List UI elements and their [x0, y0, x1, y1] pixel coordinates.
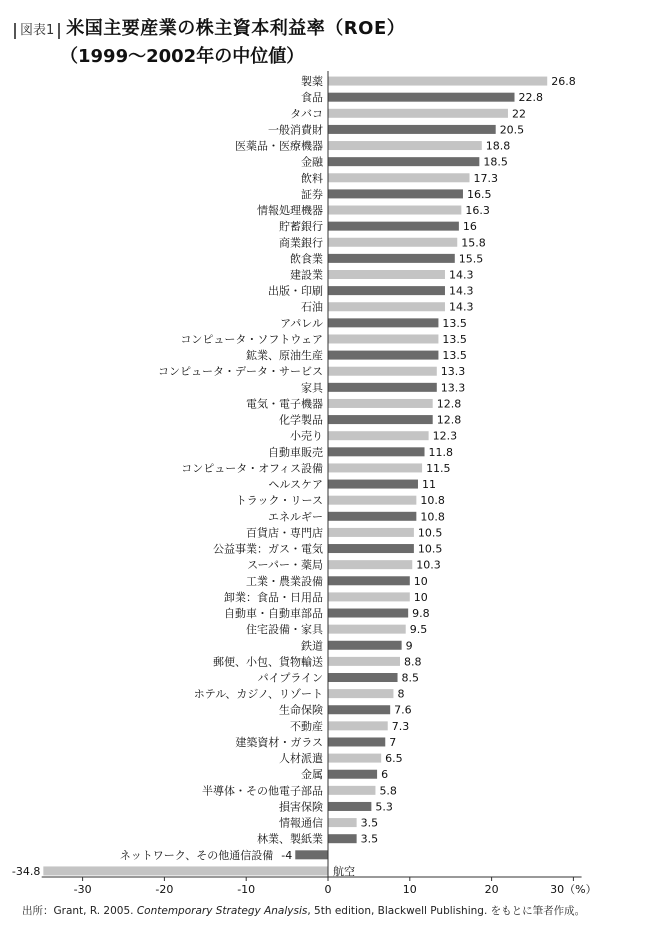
- bar-43: [328, 770, 377, 779]
- x-tick-label-6: 30（%）: [550, 883, 597, 896]
- value-label-27: 10.8: [420, 510, 445, 524]
- category-label-12: 建設業: [290, 268, 323, 282]
- bar-15: [328, 318, 438, 327]
- category-label-44: 半導体・その他電子部品: [202, 784, 323, 798]
- value-label-18: 13.3: [440, 365, 466, 379]
- value-label-19: 13.3: [440, 381, 466, 395]
- source-note: [22, 903, 585, 918]
- value-label-48: -4: [281, 848, 293, 862]
- value-label-38: 8: [397, 687, 405, 701]
- bar-23: [328, 447, 425, 456]
- value-label-4: 18.8: [485, 139, 511, 153]
- bar-10: [328, 238, 457, 247]
- value-label-31: 10: [413, 574, 428, 588]
- value-label-1: 22.8: [518, 91, 544, 105]
- category-label-26: トラック・リース: [235, 494, 323, 508]
- value-label-12: 14.3: [448, 268, 474, 282]
- value-label-24: 11.5: [426, 461, 451, 475]
- category-label-2: タバコ: [290, 107, 323, 121]
- x-tick-label-5: 20: [484, 883, 499, 896]
- value-label-20: 12.8: [436, 397, 462, 411]
- category-label-40: 不動産: [290, 719, 323, 733]
- bar-14: [328, 302, 445, 311]
- bar-29: [328, 544, 414, 553]
- value-label-8: 16.3: [465, 204, 490, 218]
- bar-37: [328, 673, 398, 682]
- value-label-7: 16.5: [466, 187, 492, 201]
- value-label-23: 11.8: [428, 445, 454, 459]
- bar-11: [328, 254, 455, 263]
- bar-18: [328, 367, 437, 376]
- category-label-5: 金融: [301, 155, 323, 169]
- source-book-title: Contemporary Strategy Analysis: [136, 905, 308, 917]
- category-label-10: 商業銀行: [279, 236, 323, 250]
- bar-16: [328, 334, 438, 343]
- value-label-15: 13.5: [442, 316, 467, 330]
- category-label-25: ヘルスケア: [268, 478, 323, 492]
- chart-title-line1: 米国主要産業の株主資本利益率（ROE）: [66, 18, 406, 39]
- bar-35: [328, 641, 402, 650]
- value-label-34: 9.5: [409, 623, 428, 637]
- value-label-43: 6: [381, 768, 389, 782]
- category-label-11: 飲食業: [290, 252, 323, 266]
- category-label-29: 公益事業：ガス・電気: [213, 542, 323, 556]
- value-label-41: 7: [389, 735, 397, 749]
- bar-6: [328, 173, 470, 182]
- value-label-13: 14.3: [448, 284, 474, 298]
- category-label-32: 卸業：食品・日用品: [224, 590, 323, 604]
- value-label-44: 5.8: [379, 784, 397, 798]
- value-label-5: 18.5: [483, 155, 508, 169]
- bar-46: [328, 818, 357, 827]
- category-label-30: スーパー・薬局: [247, 558, 323, 572]
- bar-44: [328, 786, 375, 795]
- value-label-26: 10.8: [420, 494, 445, 508]
- category-label-22: 小売り: [290, 429, 323, 443]
- value-label-47: 3.5: [360, 832, 379, 846]
- bar-22: [328, 431, 429, 440]
- category-label-49: 航空: [333, 864, 355, 878]
- category-label-35: 鉄道: [301, 639, 323, 653]
- value-label-25: 11: [421, 478, 436, 492]
- bar-4: [328, 141, 482, 150]
- value-label-35: 9: [405, 639, 413, 653]
- bar-38: [328, 689, 393, 698]
- category-label-13: 出版・印刷: [268, 284, 323, 298]
- x-tick-label-0: -30: [73, 883, 92, 896]
- category-label-41: 建築資材・ガラス: [235, 735, 323, 749]
- category-label-19: 家具: [301, 381, 323, 395]
- category-label-23: 自動車販売: [268, 445, 323, 459]
- category-label-38: ホテル、カジノ、リゾート: [193, 687, 323, 701]
- value-label-0: 26.8: [551, 75, 576, 89]
- category-label-21: 化学製品: [279, 413, 323, 427]
- value-label-10: 15.8: [461, 236, 486, 250]
- category-label-48: ネットワーク、その他通信設備: [119, 848, 274, 862]
- bar-1: [328, 93, 515, 102]
- x-tick-label-3: 0: [324, 883, 332, 896]
- category-label-8: 情報処理機器: [257, 204, 323, 218]
- bar-20: [328, 399, 433, 408]
- value-label-46: 3.5: [360, 816, 379, 830]
- bar-47: [328, 834, 357, 843]
- category-label-15: アパレル: [280, 316, 323, 330]
- value-label-21: 12.8: [436, 413, 462, 427]
- bar-7: [328, 189, 463, 198]
- category-label-45: 損害保険: [279, 800, 323, 814]
- bar-45: [328, 802, 371, 811]
- bar-13: [328, 286, 445, 295]
- value-label-3: 20.5: [499, 123, 525, 137]
- value-label-14: 14.3: [448, 300, 474, 314]
- figure-label: 図表1: [14, 23, 60, 39]
- category-label-7: 証券: [301, 187, 323, 201]
- bar-28: [328, 528, 414, 537]
- category-label-34: 住宅設備・家具: [246, 623, 323, 637]
- bar-19: [328, 383, 437, 392]
- category-label-47: 林業、製紙業: [257, 832, 323, 846]
- category-label-36: 郵便、小包、貨物輸送: [213, 655, 323, 669]
- value-label-33: 9.8: [412, 607, 430, 621]
- category-label-3: 一般消費財: [268, 123, 323, 137]
- category-label-16: コンピュータ・ソフトウェア: [180, 332, 323, 346]
- value-label-49: -34.8: [11, 864, 41, 878]
- value-label-6: 17.3: [473, 171, 499, 185]
- value-label-16: 13.5: [442, 332, 467, 346]
- bar-39: [328, 705, 390, 714]
- bar-5: [328, 157, 479, 166]
- bar-0: [328, 77, 547, 86]
- category-label-17: 鉱業、原油生産: [246, 349, 323, 363]
- category-label-24: コンピュータ・オフィス設備: [181, 461, 323, 475]
- bar-42: [328, 754, 381, 763]
- category-label-27: エネルギー: [268, 510, 323, 524]
- x-tick-label-2: -10: [237, 883, 256, 896]
- category-label-20: 電気・電子機器: [246, 397, 323, 411]
- category-label-43: 金属: [301, 768, 323, 782]
- value-label-32: 10: [413, 590, 428, 604]
- bar-40: [328, 721, 388, 730]
- value-label-37: 8.5: [401, 671, 420, 685]
- bar-26: [328, 496, 416, 505]
- bar-24: [328, 463, 422, 472]
- bar-49: [43, 866, 328, 875]
- source-suffix: , 5th edition, Blackwell Publishing. をもとに筆者作成。: [307, 905, 586, 917]
- category-label-46: 情報通信: [279, 816, 323, 830]
- category-label-31: 工業・農業設備: [246, 574, 323, 588]
- value-label-36: 8.8: [403, 655, 422, 669]
- value-label-39: 7.6: [394, 703, 412, 717]
- bar-2: [328, 109, 508, 118]
- value-label-22: 12.3: [432, 429, 458, 443]
- value-label-30: 10.3: [416, 558, 441, 572]
- bar-3: [328, 125, 496, 134]
- category-label-37: パイプライン: [257, 671, 323, 685]
- value-label-45: 5.3: [375, 800, 393, 814]
- value-label-40: 7.3: [391, 719, 410, 733]
- bar-21: [328, 415, 433, 424]
- bar-32: [328, 592, 410, 601]
- category-label-9: 貯蓄銀行: [279, 220, 323, 234]
- category-label-6: 飲料: [301, 171, 323, 185]
- category-label-4: 医薬品・医療機器: [235, 139, 323, 153]
- x-tick-label-4: 10: [402, 883, 417, 896]
- x-tick-label-1: -20: [155, 883, 174, 896]
- chart-title-line2: （1999〜2002年の中位値）: [60, 46, 305, 67]
- bar-12: [328, 270, 445, 279]
- category-label-42: 人材派遣: [279, 752, 323, 766]
- category-label-28: 百貨店・専門店: [246, 526, 323, 540]
- bar-8: [328, 206, 461, 215]
- bar-36: [328, 657, 400, 666]
- value-label-17: 13.5: [442, 349, 467, 363]
- bar-30: [328, 560, 412, 569]
- value-label-29: 10.5: [417, 542, 443, 556]
- source-prefix: 出所：Grant, R. 2005.: [22, 905, 137, 917]
- bar-41: [328, 737, 385, 746]
- value-label-9: 16: [462, 220, 477, 234]
- bar-25: [328, 480, 418, 489]
- value-label-11: 15.5: [458, 252, 484, 266]
- bar-48: [295, 850, 328, 859]
- bar-31: [328, 576, 410, 585]
- category-label-39: 生命保険: [279, 703, 323, 717]
- category-label-14: 石油: [301, 300, 323, 314]
- category-label-0: 製薬: [301, 75, 323, 89]
- bar-34: [328, 625, 406, 634]
- value-label-2: 22: [511, 107, 526, 121]
- bar-33: [328, 609, 408, 618]
- category-label-18: コンピュータ・データ・サービス: [158, 365, 323, 379]
- bar-27: [328, 512, 416, 521]
- value-label-28: 10.5: [417, 526, 443, 540]
- bar-17: [328, 351, 438, 360]
- bar-9: [328, 222, 459, 231]
- value-label-42: 6.5: [385, 752, 403, 766]
- category-label-33: 自動車・自動車部品: [224, 607, 323, 621]
- category-label-1: 食品: [301, 91, 323, 105]
